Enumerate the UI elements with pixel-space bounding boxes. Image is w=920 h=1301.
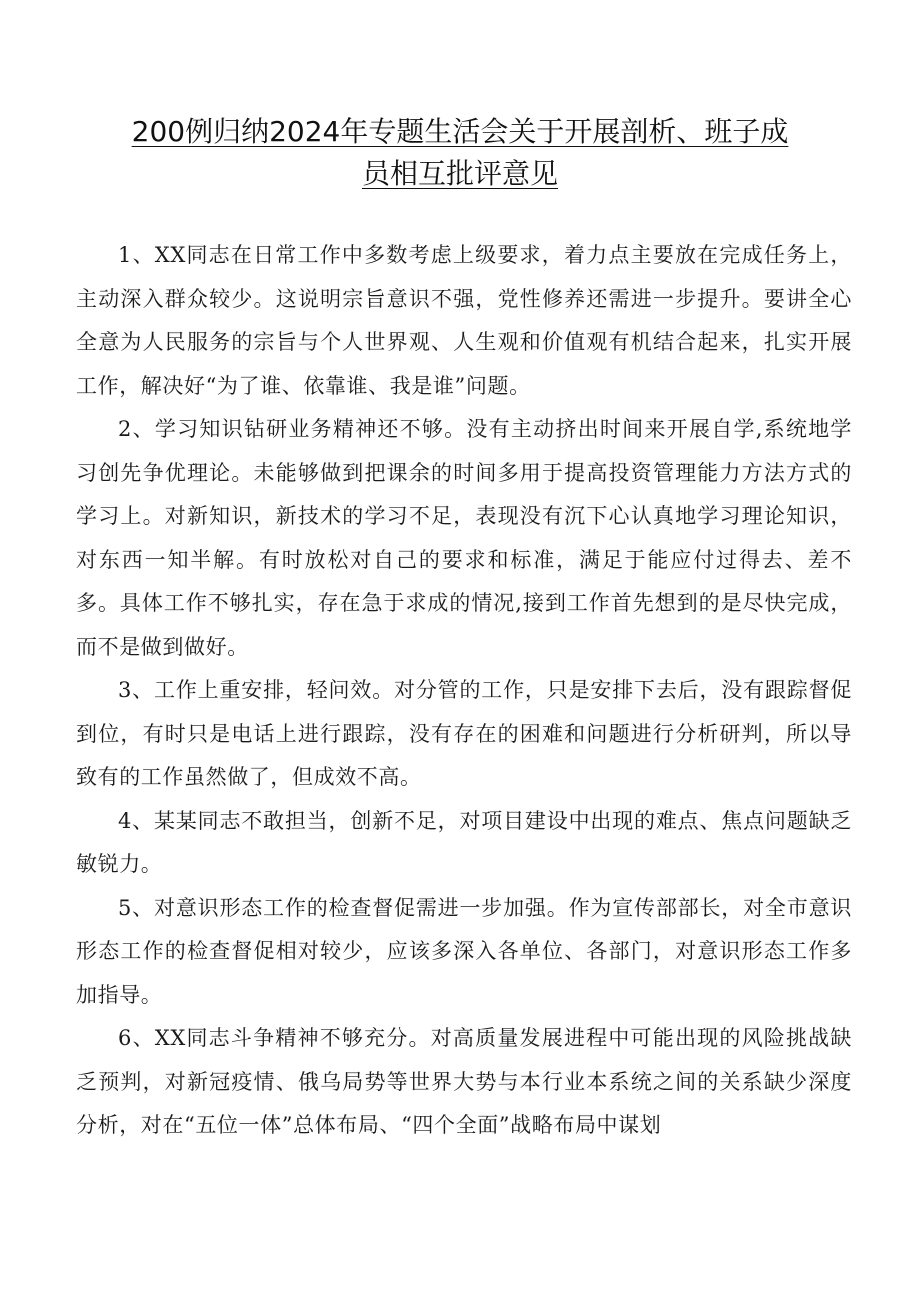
paragraph-3: 3、工作上重安排，轻问效。对分管的工作，只是安排下去后，没有跟踪督促到位，有时只是电话上进行跟踪，没有存在的困难和问题进行分析研判，所以导致有的工作虽然做了，但成效不高。 — [76, 678, 852, 789]
document-body — [76, 234, 852, 1148]
document-title — [70, 111, 850, 195]
title-line-1: 200例归纳2024年专题生活会关于开展剖析、班子成 — [131, 115, 789, 148]
paragraph-5: 5、对意识形态工作的检查督促需进一步加强。作为宣传部部长，对全市意识形态工作的检查督促相对较少，应该多深入各单位、各部门，对意识形态工作多加指导。 — [76, 895, 852, 1007]
paragraph-2: 2、学习知识钻研业务精神还不够。没有主动挤出时间来开展自学,系统地学习创先争优理论。未能够做到把课余的时间多用于提高投资管理能力方法方式的学习上。对新知识，新技术的学习不足，表现没有沉下心认真地学习理论知识，对东西一知半解。有时放松对自己的要求和标准，满足于能应付过得去、差不多。具体工作不够扎实，存在急于求成的情况,接到工作首先想到的是尽快完成，而不是做到做好。 — [76, 417, 852, 659]
title-line-2: 员相互批评意见 — [361, 157, 558, 190]
paragraph-4: 4、某某同志不敢担当，创新不足，对项目建设中出现的难点、焦点问题缺乏敏锐力。 — [76, 808, 852, 876]
paragraph-6: 6、XX同志斗争精神不够充分。对高质量发展进程中可能出现的风险挑战缺乏预判，对新冠疫情、俄乌局势等世界大势与本行业本系统之间的关系缺少深度分析，对在“五位一体”总体布局、“四个全面”战略布局中谋划 — [76, 1026, 852, 1137]
paragraph-1: 1、XX同志在日常工作中多数考虑上级要求，着力点主要放在完成任务上，主动深入群众较少。这说明宗旨意识不强，党性修养还需进一步提升。要讲全心全意为人民服务的宗旨与个人世界观、人生观和价值观有机结合起来，扎实开展工作，解决好“为了谁、依靠谁、我是谁”问题。 — [76, 243, 852, 398]
